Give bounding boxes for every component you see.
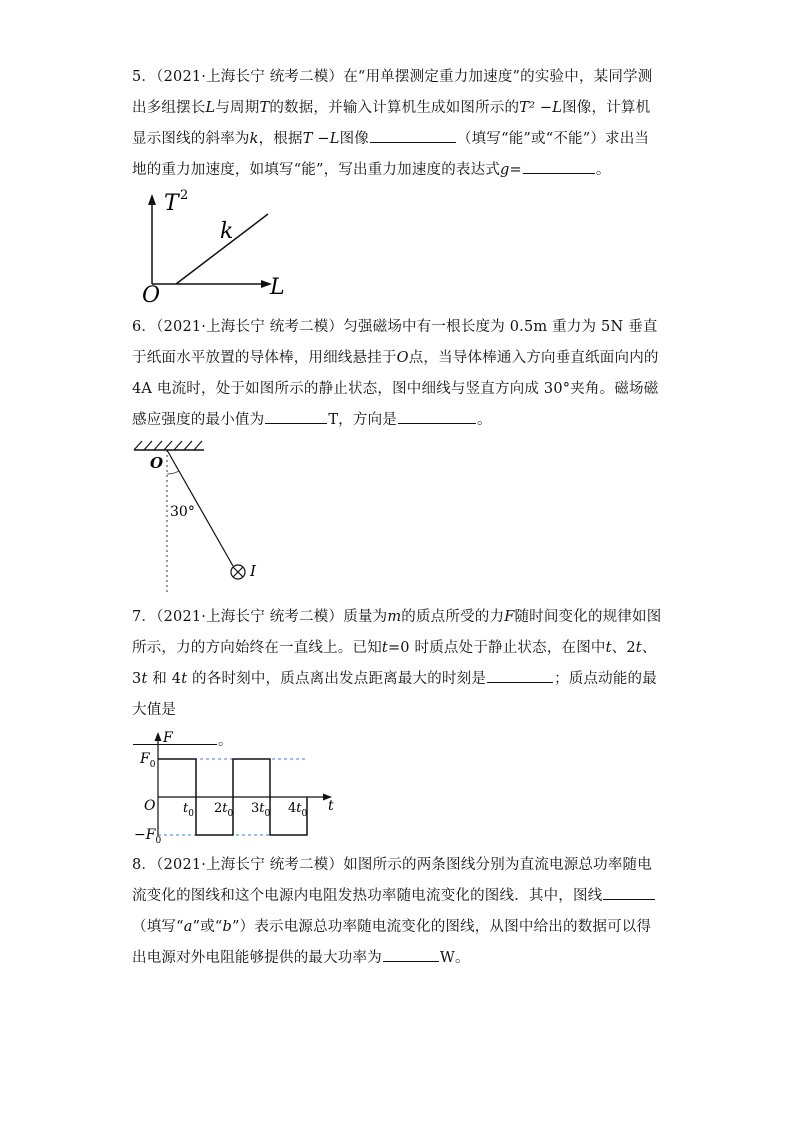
line-label: k xyxy=(220,219,234,244)
question-7: 7．（2021·上海长宁 统考二模）质量为m的质点所受的力F随时间变化的规律如图所示，力的方向始终在一直线上。已知t=0 时质点处于静止状态，在图中t、2t、3t 和 4t 的各时刻中，质点离出发点距离最大的时刻是 ；质点动能的最大值是 。 xyxy=(132,609,662,749)
answer-blank[interactable] xyxy=(370,126,456,143)
question-5: 5．（2021·上海长宁 统考二模）在“用单摆测定重力加速度”的实验中，某同学测出多组摆长L与周期T的数据，并输入计算机生成如图所示的T² −L图像，计算机显示图线的斜率为k，根据T −L图像 （填写“能”或“不能”）求出当地的重力加速度，如填写“能”，写出重力加速度的表达式g= 。 xyxy=(132,69,653,178)
origin-label: O xyxy=(144,798,156,814)
x-axis-label: t xyxy=(328,798,334,814)
answer-blank[interactable] xyxy=(523,157,595,174)
neg-f0-label: $-F_0$ xyxy=(134,827,162,846)
origin-label: O xyxy=(142,283,161,308)
y-axis-label: T xyxy=(164,191,179,216)
current-label: I xyxy=(250,562,256,580)
q5-figure xyxy=(140,188,300,308)
tick-label: $3t_0$ xyxy=(251,801,271,819)
q7-figure xyxy=(134,728,348,846)
angle-label: 30° xyxy=(170,504,195,520)
y-axis-superscript: 2 xyxy=(180,188,189,203)
f0-label: $F_0$ xyxy=(140,751,156,770)
answer-blank[interactable] xyxy=(265,407,327,424)
answer-blank[interactable] xyxy=(398,407,476,424)
question-8: 8．（2021·上海长宁 统考二模）如图所示的两条图线分别为直流电源总功率随电流变化的图线和这个电源内电阻发热功率随电流变化的图线．其中，图线（填写“a”或“b”）表示电源总功率随电流变化的图线，从图中给出的数据可以得出电源对外电阻能够提供的最大功率为 W。 xyxy=(132,850,662,974)
tick-label: $4t_0$ xyxy=(288,801,308,819)
answer-blank[interactable] xyxy=(603,883,655,900)
answer-blank[interactable] xyxy=(383,945,439,962)
question-6: 6．（2021·上海长宁 统考二模）匀强磁场中有一根长度为 0.5m 重力为 5N 垂直于纸面水平放置的导体棒，用细线悬挂于O点，当导体棒通入方向垂直纸面向内的 4A 电流时，处于如图所示的静止状态，图中细线与竖直方向成 30°夹角。磁场磁感应强度的最小值为 T，方向是 。 xyxy=(132,319,659,428)
tick-label: $2t_0$ xyxy=(214,801,234,819)
answer-blank[interactable] xyxy=(487,666,553,683)
x-axis-label: L xyxy=(270,275,285,300)
y-axis-label: F xyxy=(163,730,173,746)
q6-figure xyxy=(130,440,270,596)
tick-label: $t_0$ xyxy=(183,801,194,819)
pivot-label: O xyxy=(150,454,164,472)
